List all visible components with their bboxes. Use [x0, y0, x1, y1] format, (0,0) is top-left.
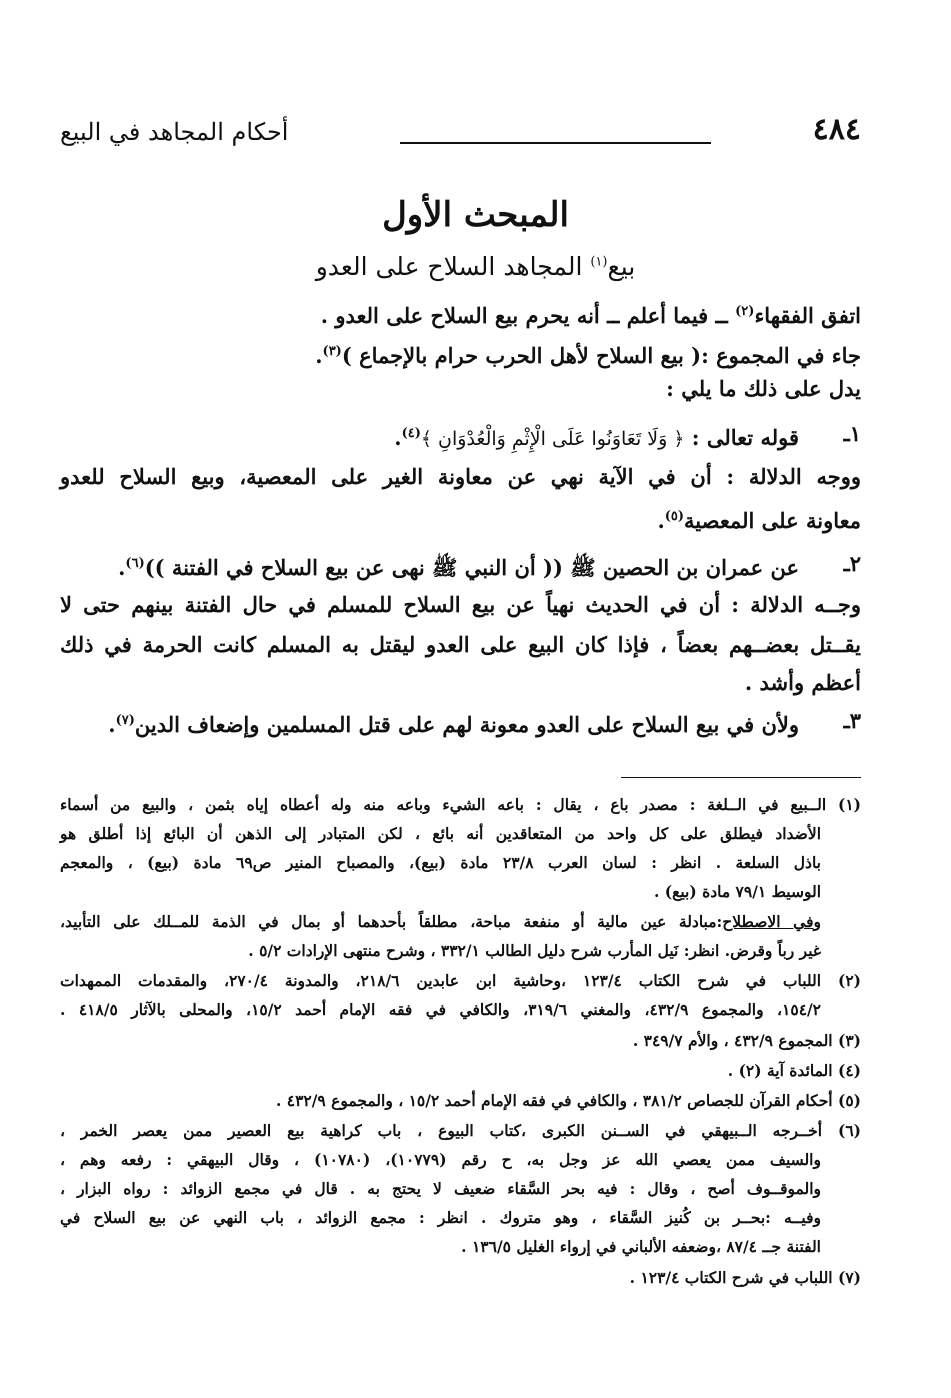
text-span: .: [657, 508, 665, 533]
footnote-6: (٦) أخــرجه الــبيهقي في الســنن الكبرى ،كتاب البيوع ، باب كراهية بيع العصير ممن يعصر الخمر ،: [60, 1121, 861, 1140]
text-span: عن عمران بن الحصين ﷺ (( أن النبي ﷺ نهى عن بيع السلاح في الفتنة )): [144, 555, 799, 580]
footnote-line: ١٥٤/٢، والمجموع ٤٣٢/٩، والمغني ٣١٩/٦، والكافي في فقه الإمام أحمد ١٥/٢، والمحلى بالآثار ٤١٨/٥ .: [60, 1000, 822, 1019]
evidence-line: وجــه الدلالة : أن في الحديث نهياً عن بيع السلاح للمسلم في حال الفتنة بينهم حتى لا: [60, 592, 861, 617]
text-span: .: [118, 555, 126, 580]
text-span: قوله تعالى :: [691, 425, 799, 450]
item-text: [60, 415, 799, 458]
footnote-ref[interactable]: (٢): [735, 304, 755, 319]
subheading-part: المجاهد السلاح على العدو: [315, 252, 583, 281]
text-span: .: [315, 343, 323, 368]
evidence-line: أعظم وأشد .: [744, 670, 861, 695]
footnote-ref[interactable]: (٥): [664, 509, 685, 524]
page-number: ٤٨٤: [812, 112, 861, 147]
subheading-part: بيع: [607, 252, 636, 281]
footnote-7: (٧) اللباب في شرح الكتاب ١٢٣/٤ .: [629, 1268, 861, 1287]
section-heading: المبحث الأول: [382, 195, 569, 235]
evidence-line: ووجه الدلالة : أن في الآية نهي عن معاونة الغير على المعصية، وبيع السلاح للعدو: [60, 464, 861, 489]
footnote-line: الأضداد فيطلق على كل واحد من المتعاقدين أنه بائع ، لكن المتبادر إلى الذهن أن البائع إذا أطلق هو: [60, 824, 821, 843]
footnote-5: (٥) أحكام القرآن للجصاص ٣٨١/٢ ، والكافي في فقه الإمام أحمد ١٥/٢ ، والمجموع ٤٣٢/٩ .: [275, 1091, 861, 1110]
text-span: ولأن في بيع السلاح على العدو معونة لهم على قتل المسلمين وإضعاف الدين: [134, 712, 799, 737]
item-number: ٢ـ: [843, 551, 861, 576]
footnote-2: (٢) اللباب في شرح الكتاب ١٢٣/٤ ،وحاشية ابن عابدين ٢١٨/٦، والمدونة ٢٧٠/٤، والمقدمات الممهدات: [60, 971, 862, 990]
footnote-ref[interactable]: (٤): [401, 426, 421, 441]
footnote-line: باذل السلعة . انظر : لسان العرب ٢٣/٨ مادة (بيع)، والمصباح المنير ص٦٩ مادة (بيع) ، والمعجم: [60, 853, 821, 872]
quran-verse: ﴿ وَلَا تَعَاوَنُوا عَلَى الْإِثْمِ وَالْعُدْوَانِ ﴾: [420, 428, 685, 450]
evidence-line: [60, 498, 861, 540]
footnote-line: الفتنة جــ ٨٧/٤ ،وضعفه الألباني في إرواء الغليل ١٣٦/٥ .: [461, 1237, 821, 1256]
text-span: معاونة على المعصية: [684, 508, 861, 533]
header-rule: [400, 142, 711, 144]
section-subheading: [0, 252, 951, 281]
item-number: ١ـ: [843, 421, 861, 446]
text-span: جاء في المجموع :( بيع السلاح لأهل الحرب حرام بالإجماع ): [341, 343, 861, 368]
footnote-ref[interactable]: (٧): [115, 713, 135, 728]
paragraph-2: [60, 333, 861, 375]
footnote-ref[interactable]: (٦): [125, 556, 145, 571]
footnote-ref[interactable]: (١): [590, 254, 608, 270]
item-number: ٣ـ: [843, 708, 861, 733]
footnote-line: والموقــوف أصح ، وقال : فيه بحر السَّقاء ضعيف لا يحتج به . قال في مجمع الزوائد : رواه البزار ،: [60, 1179, 821, 1198]
footnote-rule: [621, 777, 861, 778]
footnote-line: والسيف ممن يعصي الله عز وجل به، ح رقم (١٠٧٧٩)، (١٠٧٨٠) ، وقال البيهقي : رفعه وهم ،: [60, 1150, 821, 1169]
footnote-line: [60, 907, 821, 936]
footnote-1: (١) الــبيع في الــلغة : مصدر باع ، يقال : باعه الشيء وباعه منه وله أعطاه إياه بثمن ، والبيع من أسماء: [60, 795, 861, 814]
text-span: .: [108, 712, 116, 737]
footnote-ref[interactable]: (٣): [322, 344, 342, 359]
page-header: [60, 112, 861, 160]
paragraph-1: [60, 293, 861, 335]
paragraph-3: يدل على ذلك ما يلي :: [666, 376, 861, 401]
footnote-line: وفيــه :بحــر بن كُنيز السَّقاء ، وهو متروك . انظر : مجمع الزوائد ، باب النهي عن بيع السلاح في: [60, 1208, 821, 1227]
text-span: :مبادلة عين مالية أو منفعة مباحة، مطلقاً بأحدهما أو بمال في الذمة للمــلك على التأبيد،: [60, 912, 723, 931]
footnote-line: غير رباً وقرض. انظر: نَيل المأرب شرح دليل الطالب ٣٣٢/١ ، وشرح منتهى الإرادات ٥/٢ .: [248, 941, 821, 960]
footnote-3: (٣) المجموع ٤٣٢/٩ ، والأم ٣٤٩/٧ .: [632, 1031, 861, 1050]
footnote-line: الوسيط ٧٩/١ مادة (بيع) .: [654, 882, 821, 901]
text-span: ــ فيما أعلم ــ أنه يحرم بيع السلاح على العدو .: [320, 303, 728, 328]
running-title: أحكام المجاهد في البيع: [60, 118, 289, 146]
text-span: .: [394, 425, 402, 450]
footnote-4: (٤) المائدة آية (٢) .: [727, 1061, 861, 1080]
text-span: اتفق الفقهاء: [754, 303, 861, 328]
evidence-line: يقــتل بعضــهم بعضاً ، فإذا كان البيع على العدو ليقتل به المسلم كانت الحرمة في ذلك: [60, 632, 861, 657]
item-text: [60, 545, 799, 587]
item-text: [60, 702, 799, 744]
term-underlined: وفي الاصطلاح: [722, 912, 821, 931]
